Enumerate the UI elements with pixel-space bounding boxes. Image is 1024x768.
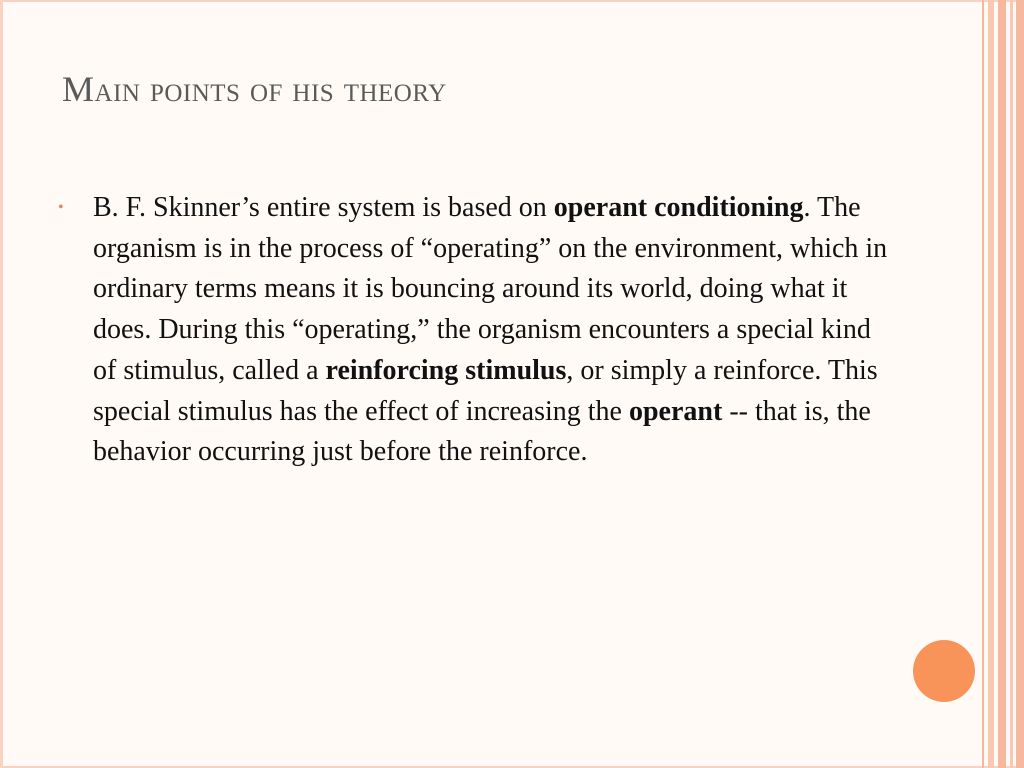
- text-run-bold: operant conditioning: [553, 192, 804, 223]
- list-item: [56, 188, 896, 473]
- text-run: , or simply a reinforce. This special stimulus has the effect of increasing the: [93, 354, 878, 427]
- text-run-bold: reinforcing stimulus: [325, 354, 567, 386]
- slide-title: Main points of his theory: [62, 69, 447, 109]
- paragraph-text: [93, 192, 887, 467]
- bullet-icon: •: [58, 199, 64, 216]
- text-run: . The organism is in the process of “operating” on the environment, which in ordinary terms means it is bouncing around its world, doing what it does. During this “operating,” the organism encounters a special kind of stimulus, called a: [93, 192, 888, 386]
- text-run: B. F. Skinner’s entire system is based on: [93, 192, 554, 223]
- text-run: -- that is, the behavior occurring just before the reinforce.: [93, 395, 871, 468]
- text-run-bold: operant: [628, 395, 723, 427]
- content-list: [56, 188, 896, 473]
- accent-circle-decoration: [913, 640, 975, 702]
